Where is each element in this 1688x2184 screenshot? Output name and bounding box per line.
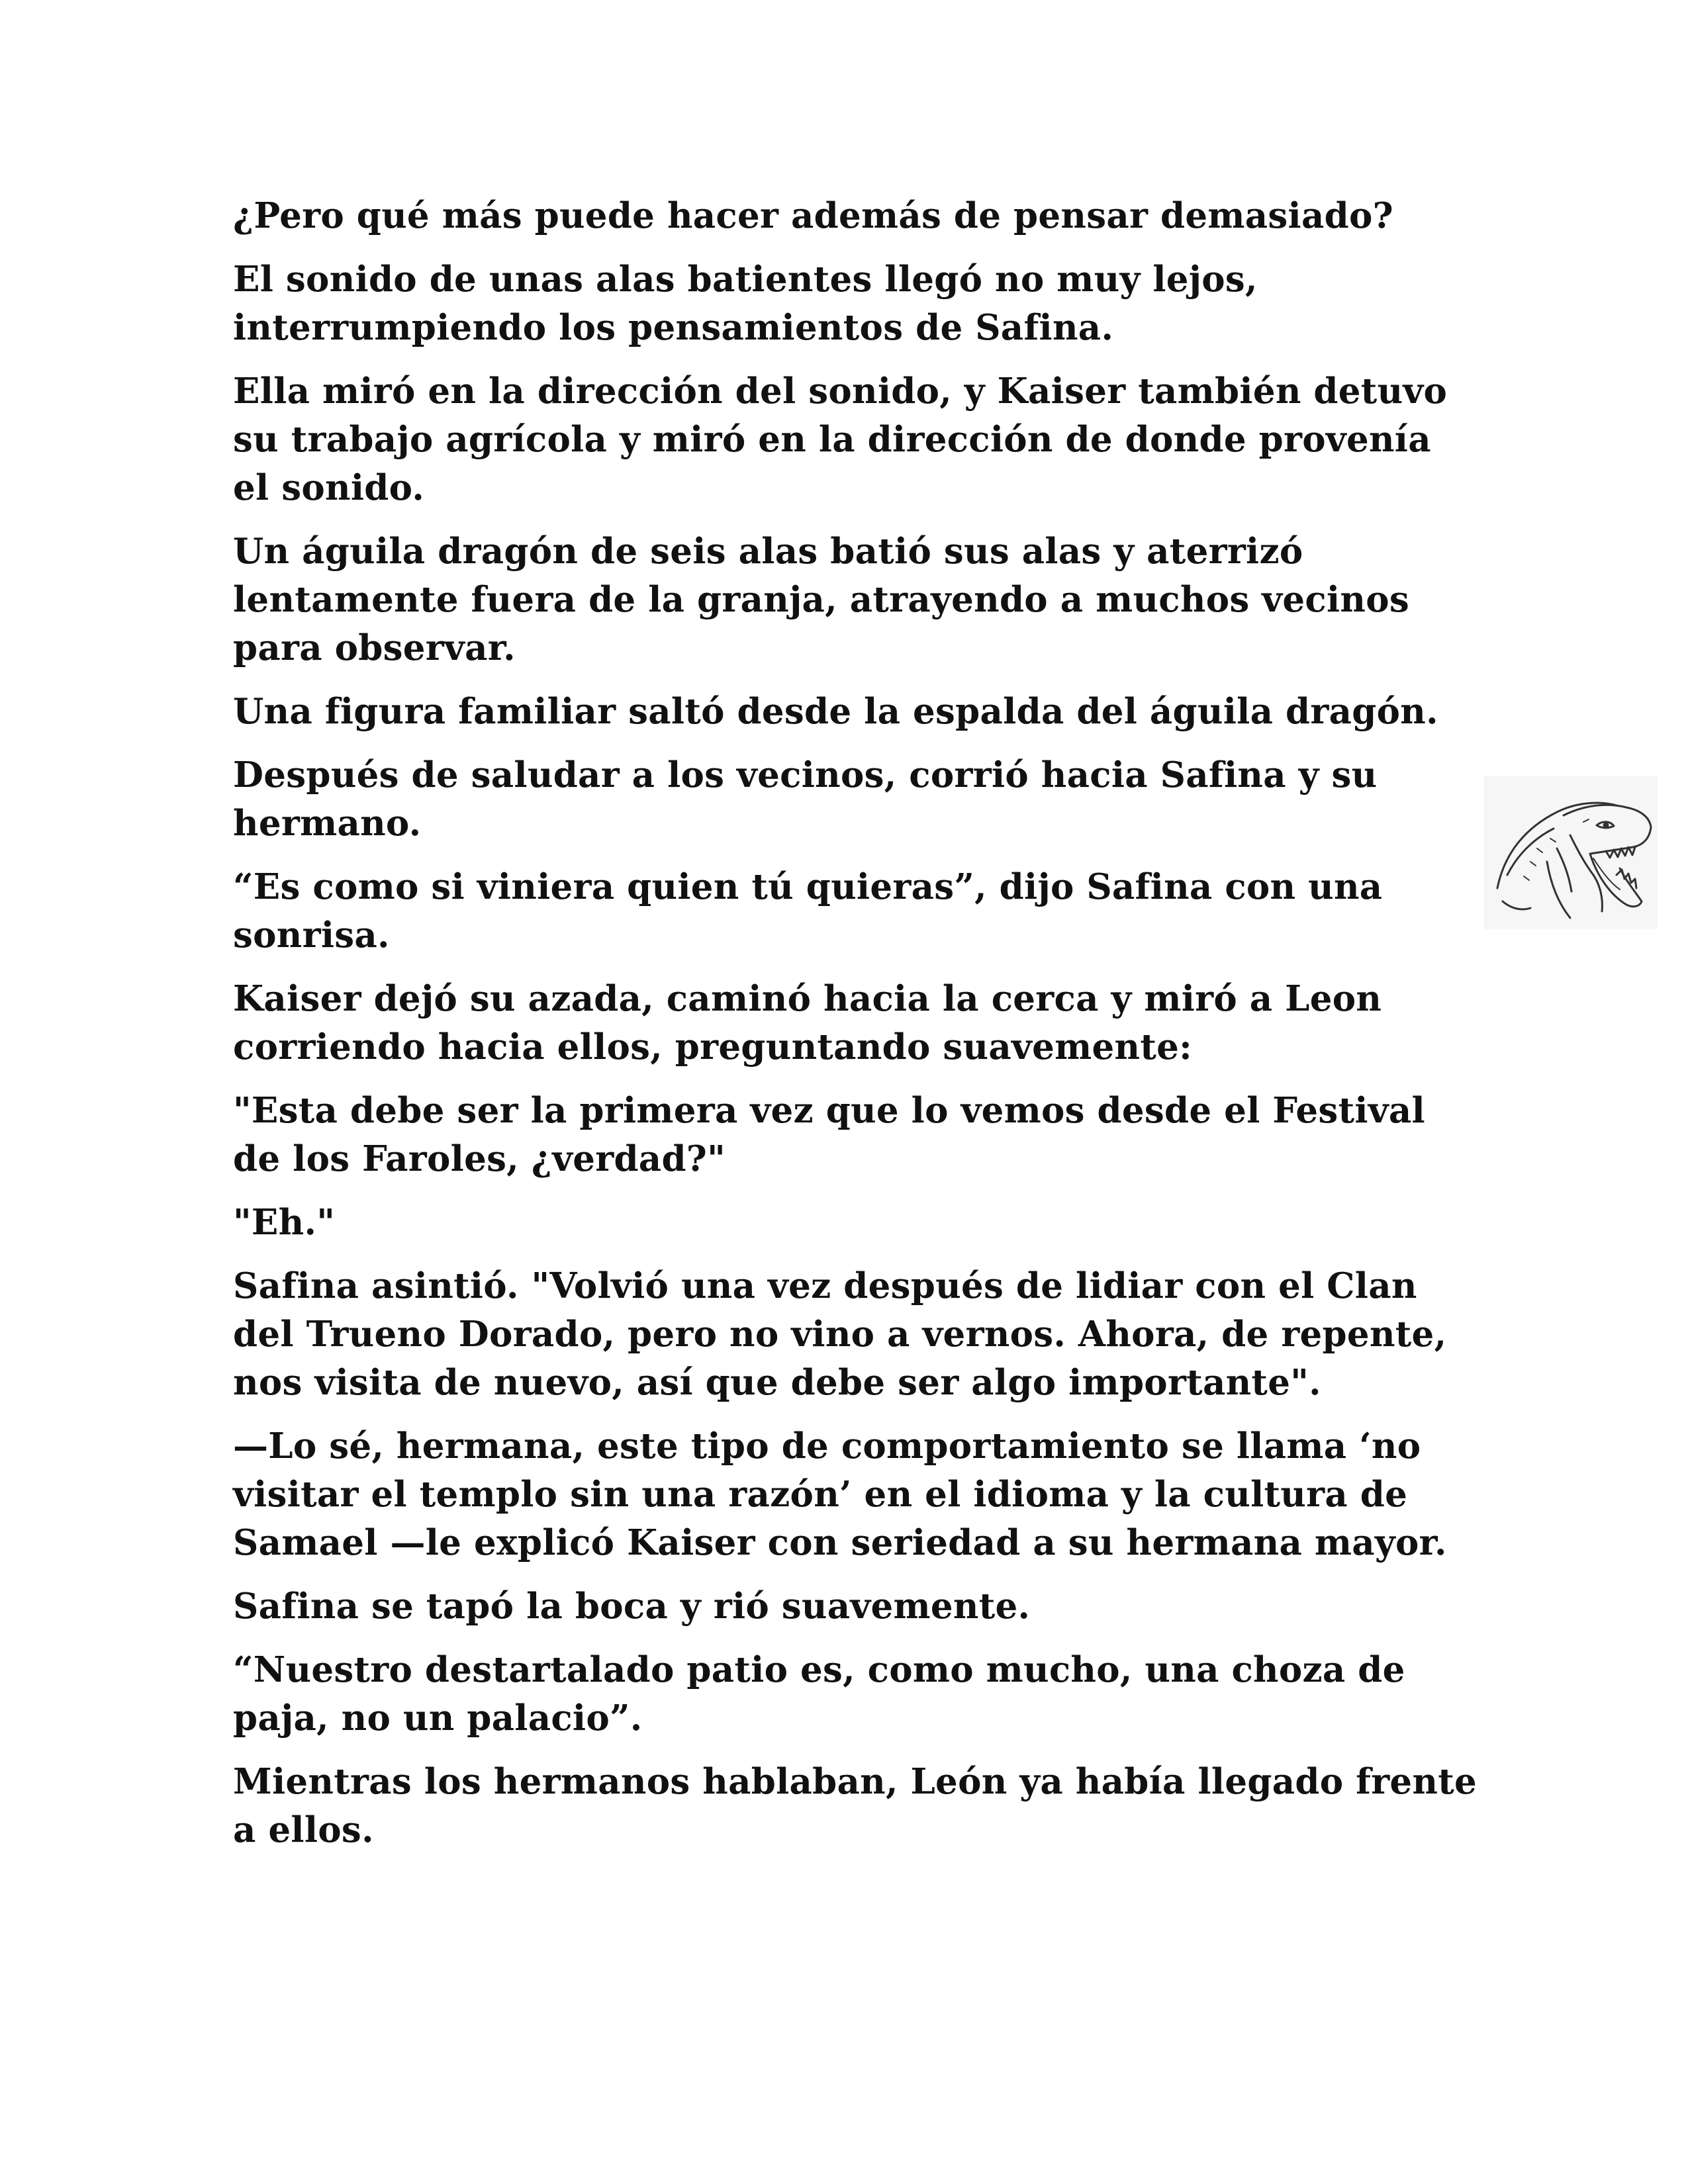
paragraph: Después de saludar a los vecinos, corrió hacia Safina y su hermano. bbox=[233, 754, 1378, 844]
dinosaur-head-icon bbox=[1484, 776, 1658, 929]
paragraph: “Nuestro destartalado patio es, como mucho, una choza de paja, no un palacio”. bbox=[233, 1649, 1405, 1739]
paragraph: “Es como si viniera quien tú quieras”, dijo Safina con una sonrisa. bbox=[233, 866, 1383, 956]
paragraph: "Eh." bbox=[233, 1202, 336, 1243]
paragraph: ¿Pero qué más puede hacer además de pensar demasiado? bbox=[233, 195, 1393, 236]
paragraph: "Esta debe ser la primera vez que lo vemos desde el Festival de los Faroles, ¿verdad?" bbox=[233, 1090, 1425, 1179]
paragraph: El sonido de unas alas batientes llegó no muy lejos, interrumpiendo los pensamientos de Safina. bbox=[233, 259, 1258, 348]
body-text bbox=[233, 192, 1477, 1870]
paragraph: Safina asintió. "Volvió una vez después de lidiar con el Clan del Trueno Dorado, pero no vino a vernos. Ahora, de repente, nos visita de nuevo, así que debe ser algo importante". bbox=[233, 1265, 1447, 1403]
paragraph: Kaiser dejó su azada, caminó hacia la cerca y miró a Leon corriendo hacia ellos, preguntando suavemente: bbox=[233, 978, 1382, 1068]
paragraph: —Lo sé, hermana, este tipo de comportamiento se llama ‘no visitar el templo sin una razón’ en el idioma y la cultura de Samael —le explicó Kaiser con seriedad a su hermana mayor. bbox=[233, 1426, 1447, 1563]
paragraph: Una figura familiar saltó desde la espalda del águila dragón. bbox=[233, 691, 1438, 732]
paragraph: Ella miró en la dirección del sonido, y Kaiser también detuvo su trabajo agrícola y miró en la dirección de donde provenía el sonido. bbox=[233, 371, 1448, 508]
paragraph: Un águila dragón de seis alas batió sus alas y aterrizó lentamente fuera de la granja, atrayendo a muchos vecinos para observar. bbox=[233, 531, 1409, 668]
paragraph: Safina se tapó la boca y rió suavemente. bbox=[233, 1586, 1031, 1627]
paragraph: Mientras los hermanos hablaban, León ya había llegado frente a ellos. bbox=[233, 1761, 1477, 1850]
